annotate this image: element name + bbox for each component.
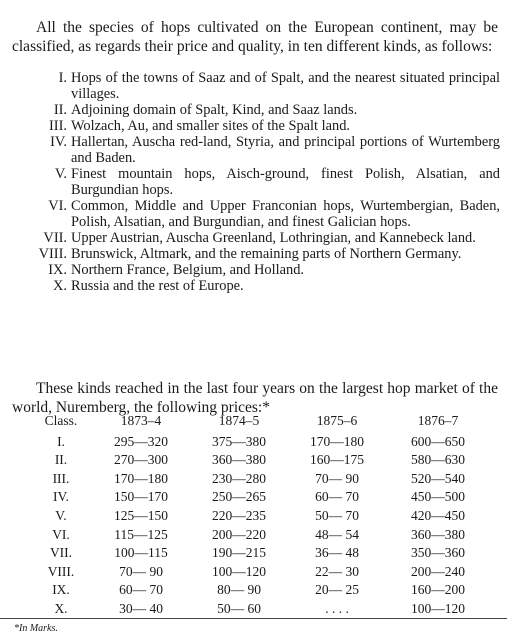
price-cell: 125—150 bbox=[114, 507, 168, 523]
class-cell: VII. bbox=[49, 545, 73, 561]
list-item-number: I. bbox=[58, 70, 67, 86]
price-table-body bbox=[30, 433, 490, 619]
class-cell: I. bbox=[57, 433, 65, 449]
price-cell: 100—115 bbox=[114, 545, 168, 561]
price-cell: 36— 48 bbox=[315, 545, 359, 561]
list-item-number: III. bbox=[49, 118, 67, 134]
price-table-header-row bbox=[30, 412, 490, 433]
price-cell: 50— 60 bbox=[217, 600, 261, 616]
list-item bbox=[12, 118, 500, 134]
price-cell: 190—215 bbox=[212, 545, 266, 561]
header-1874-5: 1874–5 bbox=[218, 413, 260, 428]
table-row bbox=[30, 600, 490, 619]
prices-paragraph: These kinds reached in the last four years on the largest hop market of the world, Nuremberg, the following prices:* bbox=[12, 379, 498, 416]
header-1873-4: 1873–4 bbox=[120, 413, 162, 428]
table-row bbox=[30, 507, 490, 526]
price-cell: 580—630 bbox=[411, 452, 465, 468]
price-cell: 170—180 bbox=[114, 470, 168, 486]
price-cell: 220—235 bbox=[212, 507, 266, 523]
price-cell: 450—500 bbox=[411, 489, 465, 505]
list-item bbox=[12, 134, 500, 166]
list-item-text: Hops of the towns of Saaz and of Spalt, and the nearest situated principal villages. bbox=[71, 70, 500, 102]
price-cell: 295—320 bbox=[114, 433, 168, 449]
price-cell: 360—380 bbox=[212, 452, 266, 468]
list-item-number: II. bbox=[53, 102, 67, 118]
class-cell: VI. bbox=[52, 526, 70, 542]
list-item bbox=[12, 70, 500, 102]
price-cell: 30— 40 bbox=[119, 600, 163, 616]
list-item bbox=[12, 166, 500, 198]
list-item bbox=[12, 230, 500, 246]
table-row bbox=[30, 563, 490, 582]
list-item-text: Finest mountain hops, Aisch-ground, finest Polish, Alsatian, and Burgundian hops. bbox=[71, 166, 500, 198]
price-cell: 420—450 bbox=[411, 507, 465, 523]
price-cell: 48— 54 bbox=[315, 526, 359, 542]
hop-kinds-list bbox=[12, 70, 500, 294]
price-cell: 160—175 bbox=[310, 452, 364, 468]
price-cell: 200—220 bbox=[212, 526, 266, 542]
price-cell: 360—380 bbox=[411, 526, 465, 542]
class-cell: IV. bbox=[53, 489, 69, 505]
list-item-text: Common, Middle and Upper Franconian hops, Wurtembergian, Baden, Polish, Alsatian, and Burgundian, and finest Galician hops. bbox=[71, 198, 500, 230]
class-cell: V. bbox=[55, 507, 67, 523]
intro-paragraph: All the species of hops cultivated on the European continent, may be classified, as regards their price and quality, in ten different kinds, as follows: bbox=[12, 18, 498, 55]
list-item-number: V. bbox=[54, 166, 67, 182]
price-cell: 160—200 bbox=[411, 582, 465, 598]
price-cell: 20— 25 bbox=[315, 582, 359, 598]
list-item-number: VIII. bbox=[38, 246, 67, 262]
list-item-text: Brunswick, Altmark, and the remaining parts of Northern Germany. bbox=[71, 246, 462, 262]
list-item-number: X. bbox=[53, 278, 67, 294]
list-item bbox=[12, 262, 500, 278]
price-cell: 60— 70 bbox=[119, 582, 163, 598]
class-cell: II. bbox=[54, 452, 68, 468]
list-item-number: IV. bbox=[50, 134, 67, 150]
list-item-text: Russia and the rest of Europe. bbox=[71, 278, 244, 294]
price-cell: 170—180 bbox=[310, 433, 364, 449]
table-row bbox=[30, 451, 490, 470]
table-row bbox=[30, 544, 490, 563]
list-item-text: Hallertan, Auscha red-land, Styria, and principal portions of Wurtemberg and Baden. bbox=[71, 134, 500, 166]
price-cell: 100—120 bbox=[411, 600, 465, 616]
list-item bbox=[12, 246, 500, 262]
table-row bbox=[30, 470, 490, 489]
list-item-text: Upper Austrian, Auscha Greenland, Lothringian, and Kannebeck land. bbox=[71, 230, 476, 246]
header-class: Class. bbox=[44, 413, 78, 428]
price-cell: 250—265 bbox=[212, 489, 266, 505]
price-cell: 350—360 bbox=[411, 545, 465, 561]
list-item-text: Northern France, Belgium, and Holland. bbox=[71, 262, 304, 278]
price-cell: 600—650 bbox=[411, 433, 465, 449]
price-cell: 80— 90 bbox=[217, 582, 261, 598]
price-cell: 270—300 bbox=[114, 452, 168, 468]
price-cell: 70— 90 bbox=[315, 470, 359, 486]
class-cell: VIII. bbox=[47, 563, 75, 579]
price-cell: 70— 90 bbox=[119, 563, 163, 579]
list-item-text: Adjoining domain of Spalt, Kind, and Saaz lands. bbox=[71, 102, 358, 118]
table-row bbox=[30, 526, 490, 545]
list-item-number: VI. bbox=[48, 198, 67, 214]
list-item bbox=[12, 198, 500, 230]
header-1876-7: 1876–7 bbox=[417, 413, 459, 428]
table-row bbox=[30, 488, 490, 507]
price-cell: 100—120 bbox=[212, 563, 266, 579]
header-1875-6: 1875–6 bbox=[316, 413, 358, 428]
price-cell: 22— 30 bbox=[315, 563, 359, 579]
price-cell: 50— 70 bbox=[315, 507, 359, 523]
price-cell: 200—240 bbox=[411, 563, 465, 579]
class-cell: X. bbox=[54, 600, 68, 616]
price-cell: 60— 70 bbox=[315, 489, 359, 505]
class-cell: III. bbox=[52, 470, 70, 486]
class-cell: IX. bbox=[52, 582, 70, 598]
table-row bbox=[30, 581, 490, 600]
list-item bbox=[12, 102, 500, 118]
price-cell: 375—380 bbox=[212, 433, 266, 449]
price-cell: 150—170 bbox=[114, 489, 168, 505]
list-item-number: IX. bbox=[48, 262, 67, 278]
footnote: *In Marks. bbox=[0, 618, 507, 634]
price-cell: 115—125 bbox=[114, 526, 168, 542]
price-cell: 230—280 bbox=[212, 470, 266, 486]
list-item-number: VII. bbox=[43, 230, 67, 246]
price-table bbox=[30, 412, 490, 619]
list-item-text: Wolzach, Au, and smaller sites of the Spalt land. bbox=[71, 118, 350, 134]
list-item bbox=[12, 278, 500, 294]
price-cell: . . . . bbox=[325, 600, 349, 616]
table-row bbox=[30, 433, 490, 452]
price-cell: 520—540 bbox=[411, 470, 465, 486]
